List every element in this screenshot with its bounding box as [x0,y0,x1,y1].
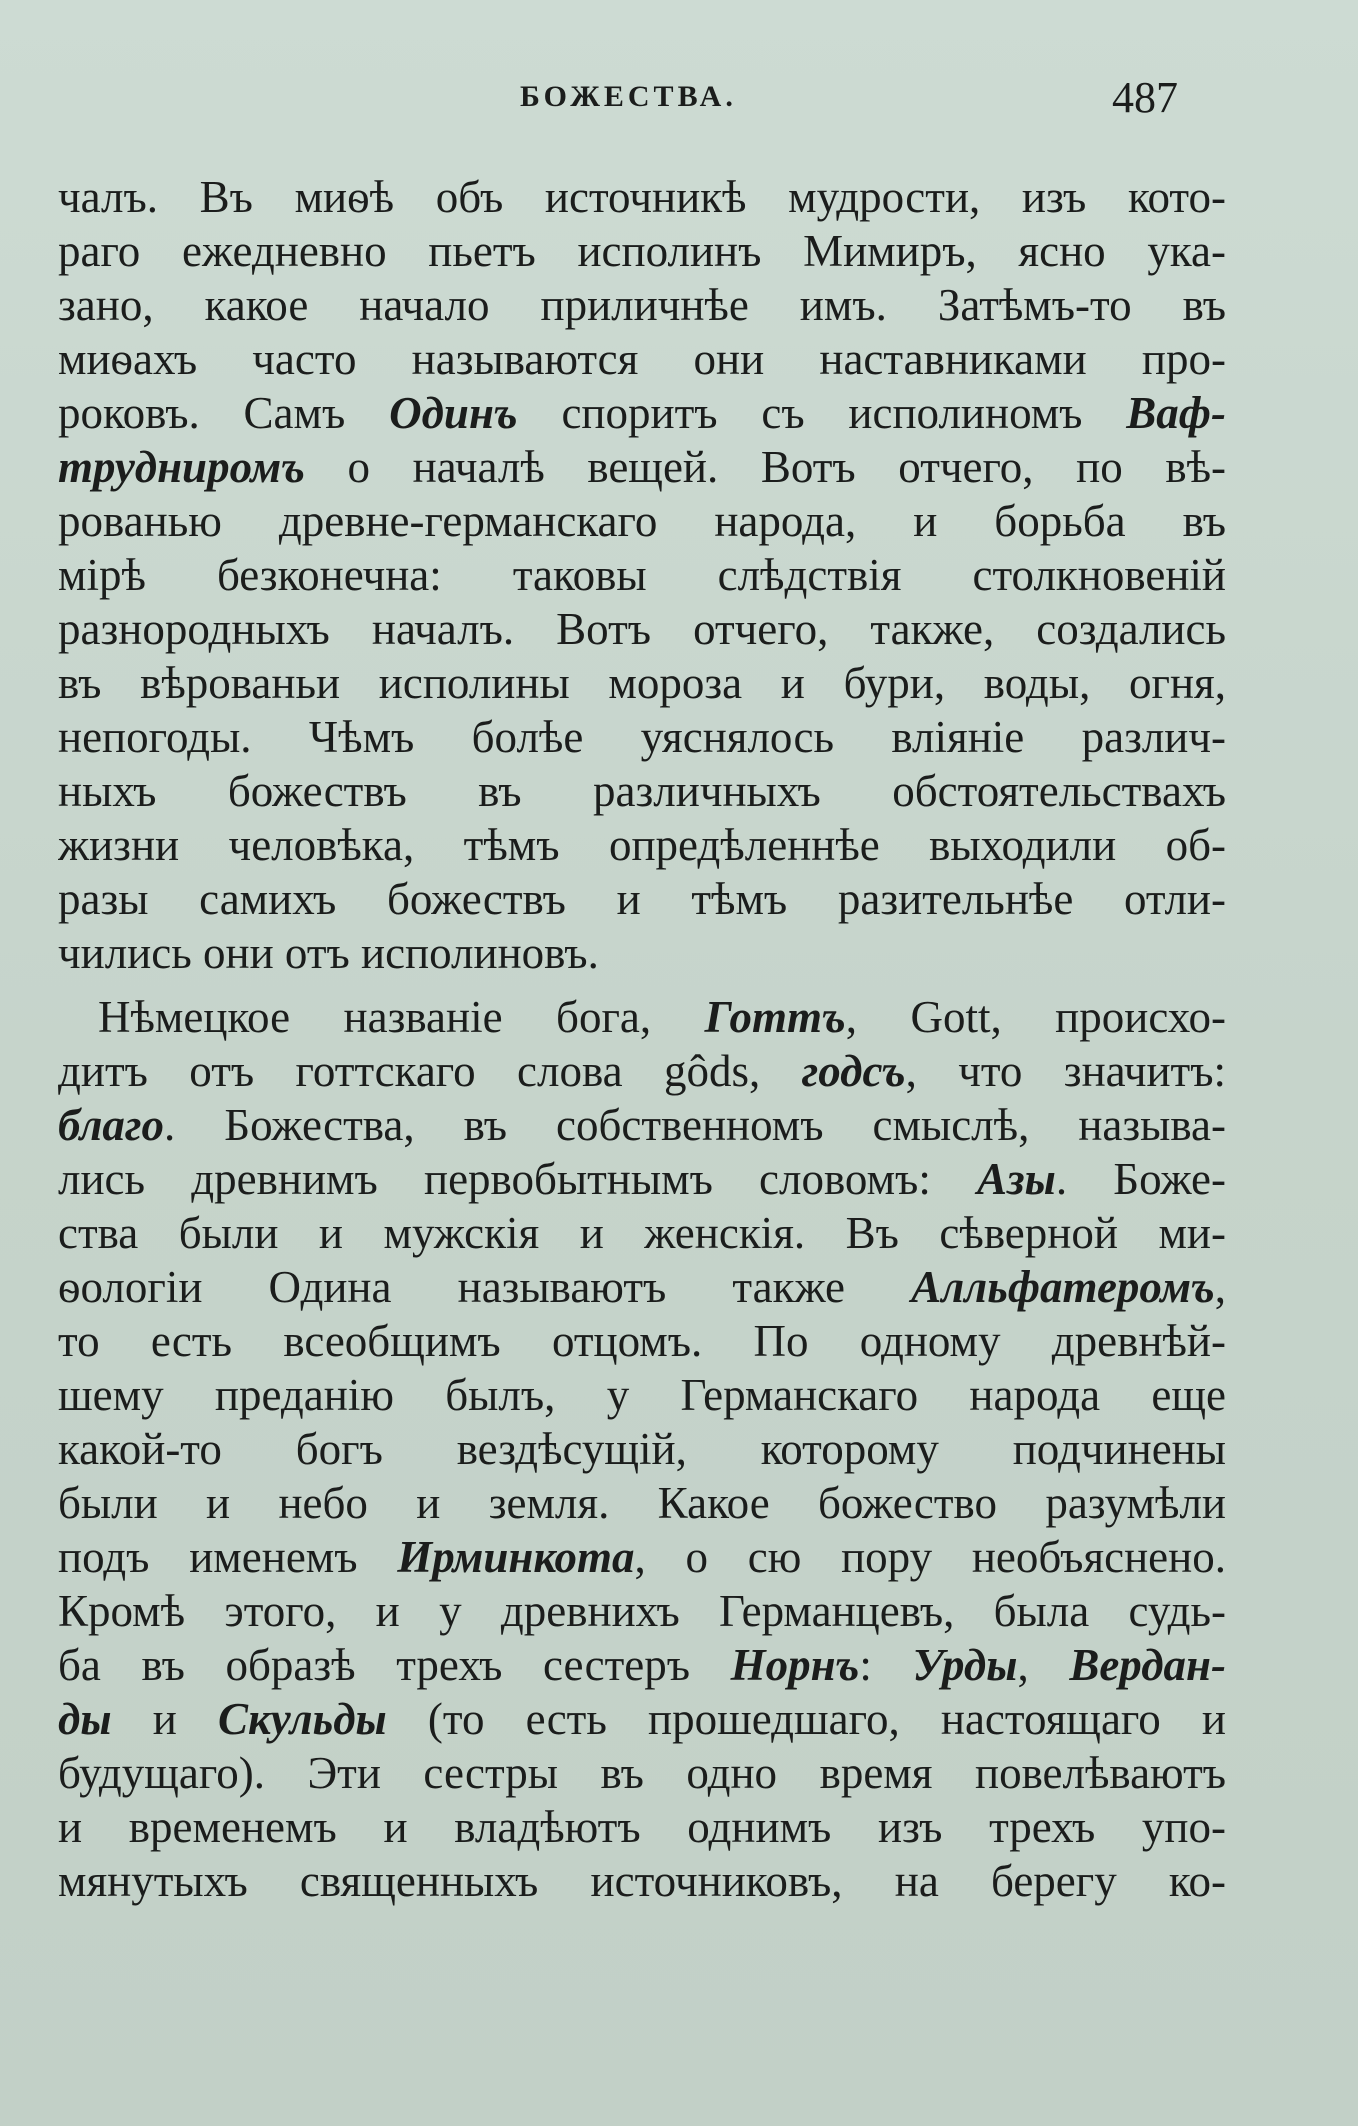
text-run: , что значитъ: [905,1046,1226,1096]
text-run: жизни человѣка, тѣмъ опредѣленнѣе выходили об- [58,820,1226,870]
text-line [58,872,1226,926]
text-line [58,1692,1226,1746]
text-line [58,1368,1226,1422]
running-title: БОЖЕСТВА. [520,80,737,113]
text-run: миѳахъ часто называются они наставниками про- [58,334,1226,384]
text-line [58,764,1226,818]
page-header [0,72,1358,132]
page-number: 487 [1112,73,1178,122]
text-line [58,170,1226,224]
italic-name: Ирминкота [397,1532,635,1582]
italic-name: Норнъ [730,1640,860,1690]
text-line [58,1854,1226,1908]
italic-name: Вердан- [1069,1640,1226,1690]
text-line [58,990,1226,1044]
text-line [58,386,1226,440]
text-run: дитъ отъ готтскаго слова gôds, [58,1046,802,1096]
text-line [58,818,1226,872]
text-line [58,1098,1226,1152]
text-line [58,1638,1226,1692]
text-line [58,1260,1226,1314]
text-run: были и небо и земля. Какое божество разумѣли [58,1478,1226,1528]
text-line [58,602,1226,656]
italic-name: Скульды [217,1694,387,1744]
text-run: . Боже- [1055,1154,1226,1204]
text-run: рованью древне-германскаго народа, и борьба въ [58,496,1226,546]
text-run: и временемъ и владѣютъ однимъ изъ трехъ упо- [58,1802,1226,1852]
italic-name: Урды [912,1640,1018,1690]
text-run: зано, какое начало приличнѣе имъ. Затѣмъ-то въ [58,280,1226,330]
text-line [58,710,1226,764]
text-line [58,1800,1226,1854]
text-run: шему преданію былъ, у Германскаго народа еще [58,1370,1226,1420]
italic-name: трудниромъ [58,442,305,492]
text-line [58,656,1226,710]
text-run: будущаго). Эти сестры въ одно время повелѣваютъ [58,1748,1226,1798]
text-line [58,1584,1226,1638]
text-line [58,1206,1226,1260]
text-run: , Gott, происхо- [845,992,1226,1042]
italic-name: ды [58,1694,112,1744]
text-run: . Божества, въ собственномъ смыслѣ, называ- [164,1100,1226,1150]
italic-name: Алльфатеромъ [911,1262,1215,1312]
text-run: мянутыхъ священныхъ источниковъ, на берегу ко- [58,1856,1226,1906]
text-line [58,278,1226,332]
text-run: Нѣмецкое названіе бога, [98,992,705,1042]
italic-name: годсъ [801,1046,906,1096]
text-run: чились они отъ исполиновъ. [58,928,599,978]
text-run: какой-то богъ вездѣсущій, которому подчинены [58,1424,1226,1474]
text-line [58,494,1226,548]
text-line [58,1422,1226,1476]
text-run: , о сю пору необъяснено. [634,1532,1226,1582]
text-line [58,440,1226,494]
text-run: , [1214,1262,1226,1312]
text-line [58,1314,1226,1368]
text-run: лись древнимъ первобытнымъ словомъ: [58,1154,978,1204]
italic-name: Ваф- [1126,388,1226,438]
text-run: разы самихъ божествъ и тѣмъ разительнѣе отли- [58,874,1226,924]
text-run: , [1017,1640,1070,1690]
text-line [58,224,1226,278]
text-line [58,1746,1226,1800]
text-line [58,332,1226,386]
text-run: споритъ съ исполиномъ [517,388,1127,438]
text-line [58,548,1226,602]
text-run: роковъ. Самъ [58,388,390,438]
text-run: мірѣ безконечна: таковы слѣдствія столкновеній [58,550,1226,600]
text-run: и [111,1694,218,1744]
text-line [58,1044,1226,1098]
paragraph-gap [58,980,1226,990]
text-run: непогоды. Чѣмъ болѣе уяснялось вліяніе различ- [58,712,1226,762]
body-text [58,170,1226,1908]
text-run: ныхъ божествъ въ различныхъ обстоятельствахъ [58,766,1226,816]
text-run: въ вѣрованьи исполины мороза и бури, воды, огня, [58,658,1226,708]
text-run: раго ежедневно пьетъ исполинъ Мимиръ, ясно ука- [58,226,1226,276]
text-line [58,1152,1226,1206]
text-run: (то есть прошедшаго, настоящаго и [386,1694,1226,1744]
italic-name: Готтъ [704,992,846,1042]
text-line [58,926,1226,980]
text-line [58,1530,1226,1584]
italic-name: Азы [977,1154,1056,1204]
text-run: Кромѣ этого, и у древнихъ Германцевъ, была судь- [58,1586,1226,1636]
text-run: чалъ. Въ миѳѣ объ источникѣ мудрости, изъ кото- [58,172,1226,222]
text-run: подъ именемъ [58,1532,398,1582]
text-run: разнородныхъ началъ. Вотъ отчего, также, создались [58,604,1226,654]
text-run: ѳологіи Одина называютъ также [58,1262,912,1312]
text-run: ства были и мужскія и женскія. Въ сѣверной ми- [58,1208,1226,1258]
text-run: о началѣ вещей. Вотъ отчего, по вѣ- [304,442,1226,492]
text-run: : [859,1640,913,1690]
italic-name: Одинъ [389,388,518,438]
italic-name: благо [58,1100,165,1150]
text-line [58,1476,1226,1530]
text-run: ба въ образѣ трехъ сестеръ [58,1640,731,1690]
text-run: то есть всеобщимъ отцомъ. По одному древнѣй- [58,1316,1226,1366]
